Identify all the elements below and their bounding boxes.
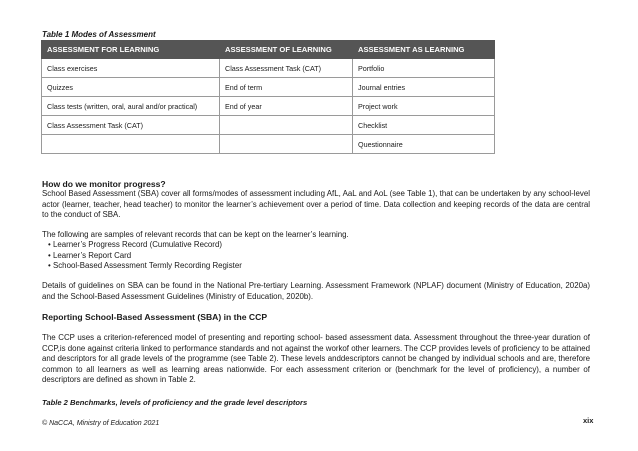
table-cell: Quizzes bbox=[42, 78, 220, 97]
table-cell: End of term bbox=[220, 78, 353, 97]
table-cell: Journal entries bbox=[353, 78, 495, 97]
page-number: xix bbox=[583, 416, 594, 425]
table-cell: Class Assessment Task (CAT) bbox=[220, 59, 353, 78]
header-assessment-of-learning: ASSESSMENT OF LEARNING bbox=[220, 41, 353, 59]
list-item: • Learner’s Report Card bbox=[48, 251, 242, 262]
table-header-row bbox=[42, 41, 495, 59]
table-cell bbox=[220, 135, 353, 154]
list-item: • School-Based Assessment Termly Recording Register bbox=[48, 261, 242, 272]
reporting-sba-heading: Reporting School-Based Assessment (SBA) in the CCP bbox=[42, 312, 268, 322]
table-cell: Class tests (written, oral, aural and/or practical) bbox=[42, 97, 220, 116]
table-row bbox=[42, 97, 495, 116]
list-item: • Learner’s Progress Record (Cumulative Record) bbox=[48, 240, 242, 251]
table-row bbox=[42, 78, 495, 97]
table-cell: Project work bbox=[353, 97, 495, 116]
table-row bbox=[42, 59, 495, 78]
table2-caption: Table 2 Benchmarks, levels of proficiency and the grade level descriptors bbox=[42, 398, 308, 407]
sba-guidelines-paragraph: Details of guidelines on SBA can be found in the National Pre-tertiary Learning. Assessment Framework (NPLAF) document (Ministry of Education, 2020a) and the School-Based Assessment Guidelines (Ministry of Education, 2020b). bbox=[42, 281, 590, 301]
table-cell bbox=[220, 116, 353, 135]
header-assessment-for-learning: ASSESSMENT FOR LEARNING bbox=[42, 41, 220, 59]
records-intro: The following are samples of relevant records that can be kept on the learner’s learning. bbox=[42, 230, 349, 239]
table-cell: Questionnaire bbox=[353, 135, 495, 154]
footer-copyright: © NaCCA, Ministry of Education 2021 bbox=[42, 420, 160, 427]
reporting-sba-paragraph: The CCP uses a criterion-referenced model of presenting and reporting school- based assessment data. Assessment throughout the three-year duration of CCP,is done against criteria linked to performance standards and not against the workof other learners. The CCP provides levels of proficiency to be attained and descriptors for all grade levels of the programme (see Table 2). These levels anddescriptors cannot be changed by individual schools and are, therefore common to all learners as well as learning areas nationwide. For each assessment criterion or (benchmark for the level of proficiency), a number of descriptors are defined as shown in Table 2. bbox=[42, 333, 590, 385]
table-cell: Checklist bbox=[353, 116, 495, 135]
header-assessment-as-learning: ASSESSMENT AS LEARNING bbox=[353, 41, 495, 59]
monitor-progress-heading: How do we monitor progress? bbox=[42, 179, 166, 189]
table-cell: Class Assessment Task (CAT) bbox=[42, 116, 220, 135]
table-cell bbox=[42, 135, 220, 154]
table-cell: Class exercises bbox=[42, 59, 220, 78]
table-row bbox=[42, 116, 495, 135]
table-cell: End of year bbox=[220, 97, 353, 116]
records-list bbox=[48, 240, 242, 272]
modes-of-assessment-table bbox=[41, 40, 495, 154]
table-row bbox=[42, 135, 495, 154]
table-cell: Portfolio bbox=[353, 59, 495, 78]
table1-caption: Table 1 Modes of Assessment bbox=[42, 30, 156, 39]
monitor-progress-paragraph: School Based Assessment (SBA) cover all forms/modes of assessment including AfL, AaL and AoL (see Table 1), that can be undertaken by any school-level actor (learner, teacher, head teacher) to monitor the learner’s achievement over a period of time. Data collection and keeping records of the data are central to the conduct of SBA. bbox=[42, 189, 590, 220]
